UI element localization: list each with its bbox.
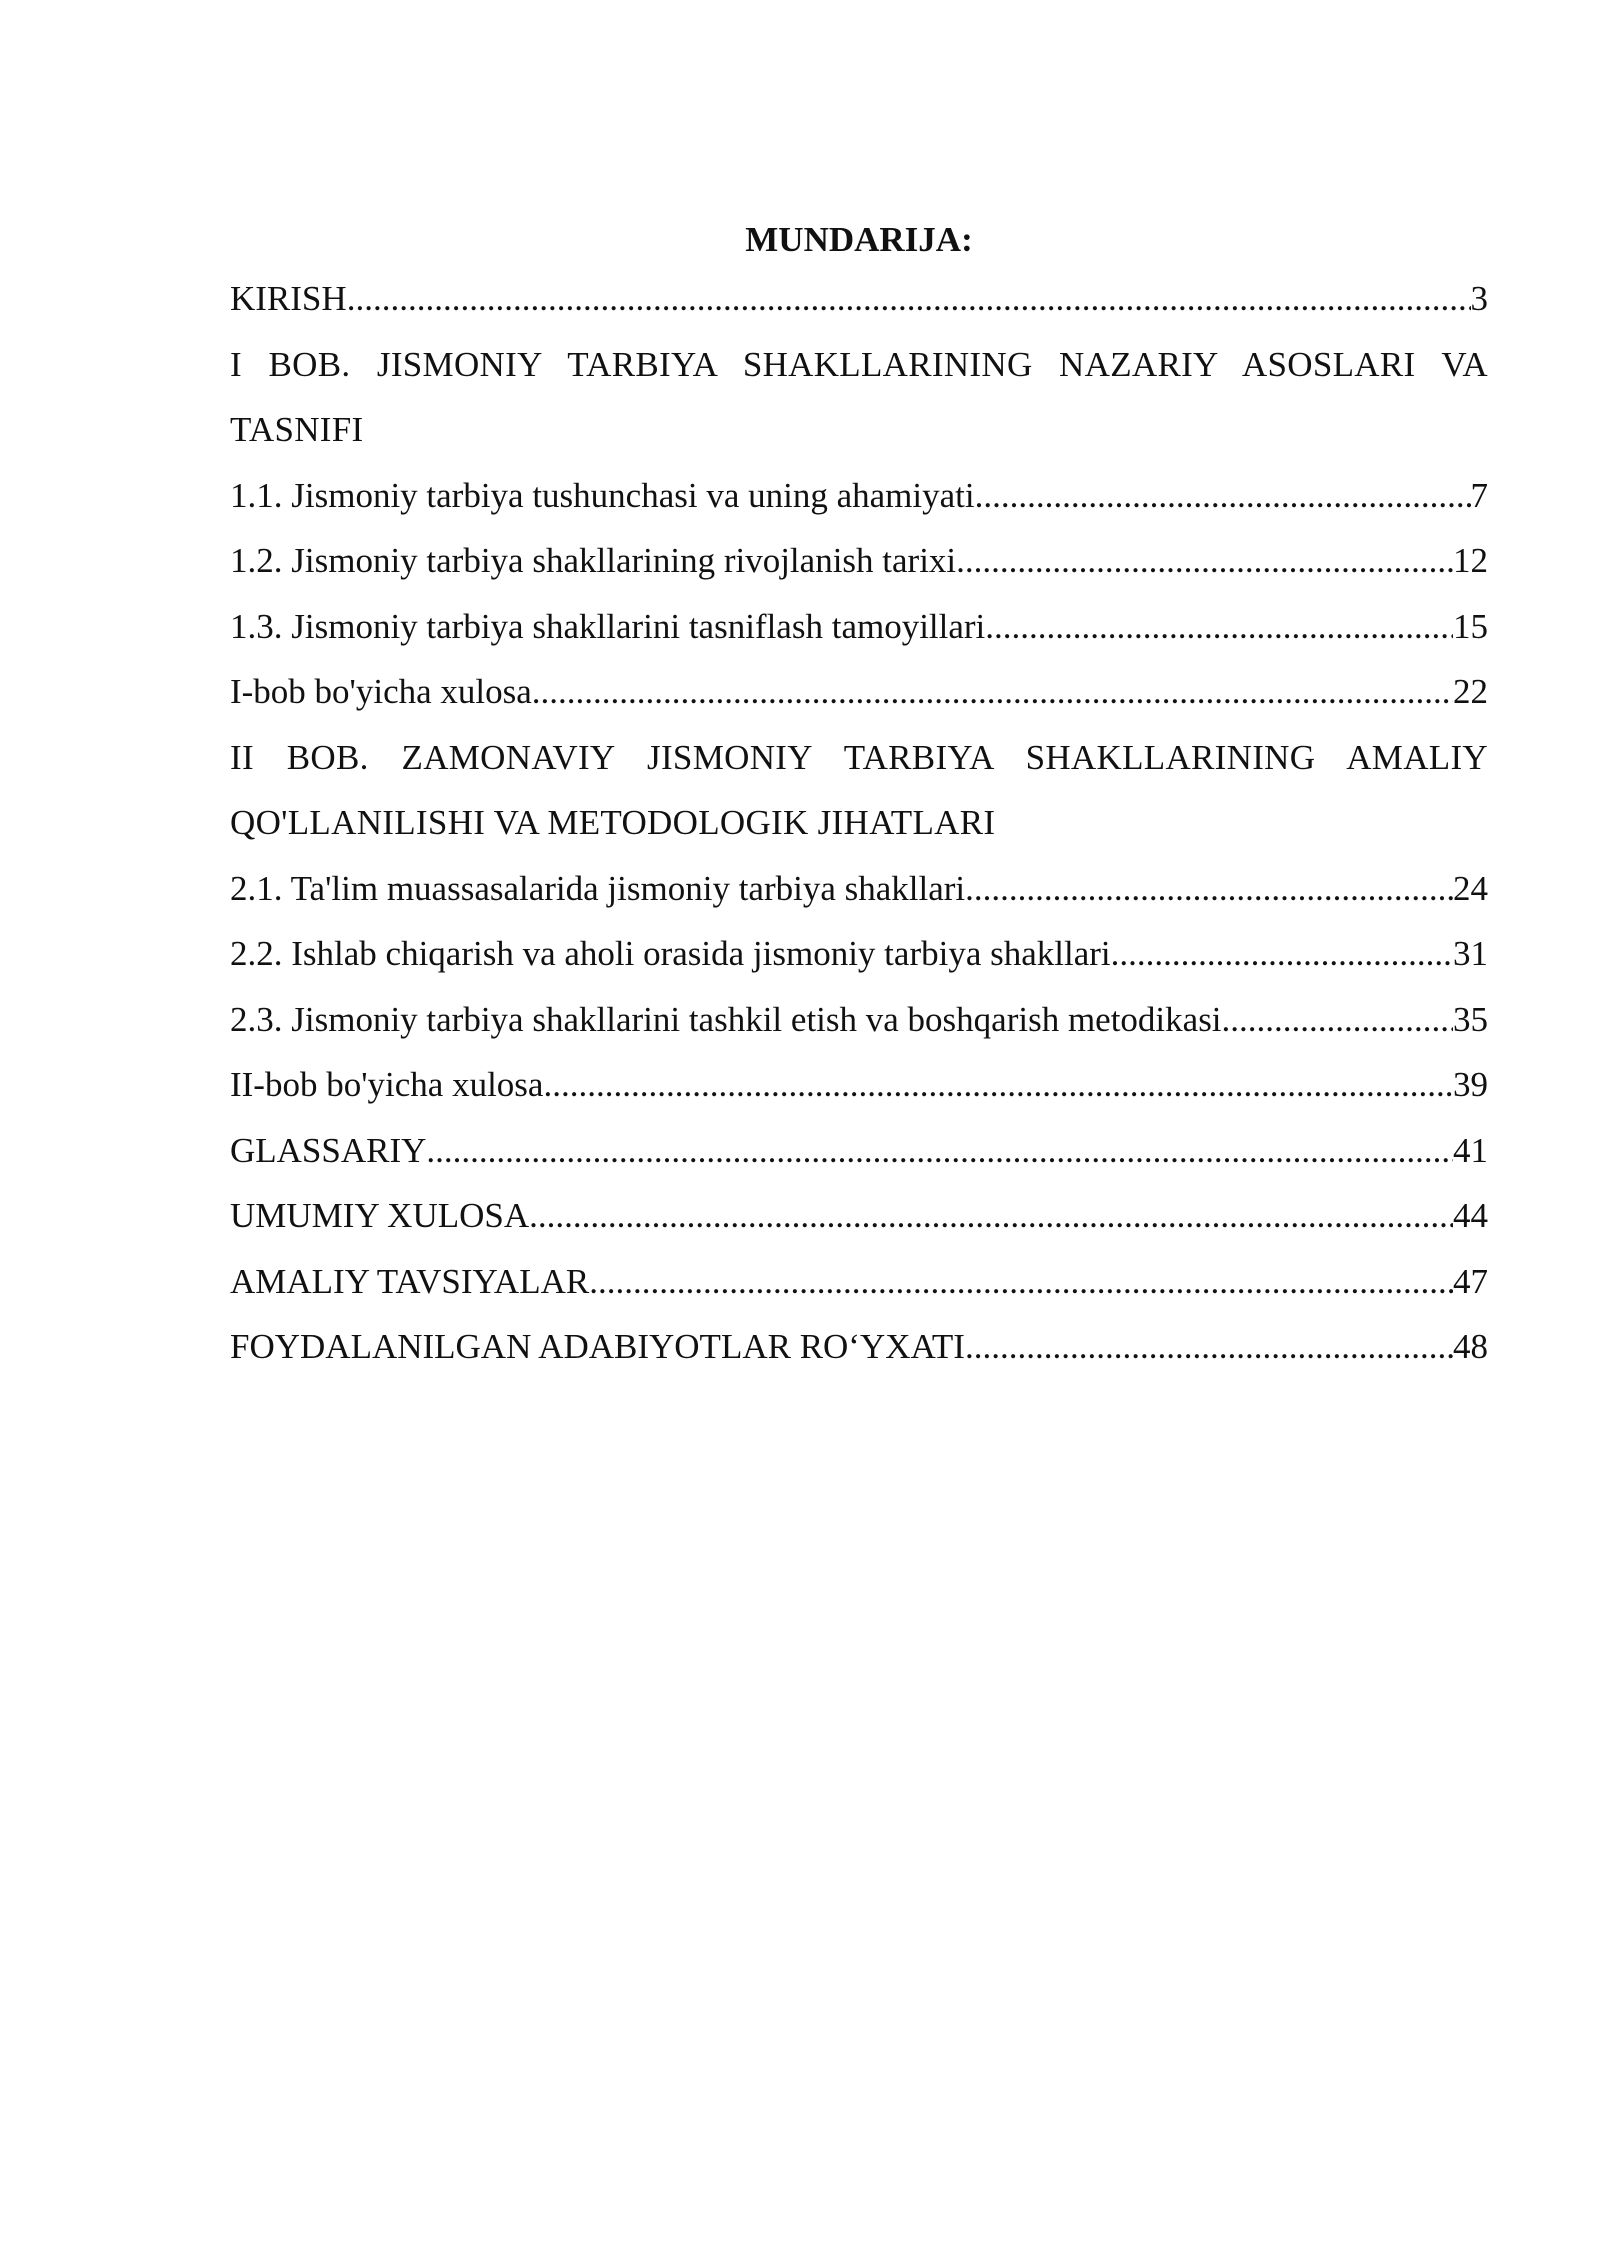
toc-entry-label: AMALIY TAVSIYALAR (230, 1261, 590, 1301)
dot-leader (1222, 987, 1453, 1053)
toc-entry-page: 44 (1453, 1196, 1488, 1235)
toc-entry-kirish (230, 266, 1488, 332)
toc-entry-page: 39 (1453, 1065, 1488, 1104)
toc-entry-label: 2.1. Ta'lim muassasalarida jismoniy tarbiya shakllari (230, 868, 966, 908)
toc-entry-page: 41 (1453, 1130, 1488, 1170)
dot-leader (532, 659, 1453, 725)
dot-leader (589, 1249, 1453, 1315)
toc-entry-label: 1.1. Jismoniy tarbiya tushunchasi va uning ahamiyati (230, 475, 975, 515)
toc-entry-label: I-bob bo'yicha xulosa (230, 672, 532, 711)
dot-leader (965, 1314, 1453, 1380)
toc-entry-2-2 (230, 921, 1488, 987)
toc-entry-page: 22 (1453, 672, 1488, 711)
toc-entry-2-3 (230, 987, 1488, 1053)
toc-entry-page: 12 (1453, 541, 1488, 580)
dot-leader (1111, 921, 1453, 987)
toc-entry-page: 15 (1453, 606, 1488, 646)
toc-entry-page: 31 (1453, 934, 1488, 973)
dot-leader (965, 856, 1453, 922)
toc-entry-practical-recommendations (230, 1249, 1488, 1315)
toc-entry-label: II-bob bo'yicha xulosa (230, 1065, 544, 1104)
toc-entry-glossary (230, 1118, 1488, 1184)
toc-title: MUNDARIJA: (745, 220, 973, 259)
toc-chapter-1-heading: I BOB. JISMONIY TARBIYA SHAKLLARINING NAZARIY ASOSLARI VA TASNIFI (230, 344, 1488, 449)
table-of-contents (230, 214, 1488, 1380)
dot-leader (543, 1052, 1453, 1118)
dot-leader (975, 463, 1471, 529)
toc-entry-page: 47 (1453, 1261, 1488, 1301)
toc-entry-label: 2.3. Jismoniy tarbiya shakllarini tashkil etish va boshqarish metodikasi (230, 999, 1222, 1039)
dot-leader (529, 1183, 1453, 1249)
toc-chapter-2-heading: II BOB. ZAMONAVIY JISMONIY TARBIYA SHAKLLARINING AMALIY QO'LLANILISHI VA METODOLOGIK JIHATLARI (230, 737, 1488, 842)
toc-entry-1-2 (230, 528, 1488, 594)
toc-entry-label: KIRISH (230, 279, 347, 318)
toc-entry-page: 24 (1453, 868, 1488, 908)
toc-entry-bibliography (230, 1314, 1488, 1380)
dot-leader (985, 594, 1453, 660)
toc-entry-1-1 (230, 463, 1488, 529)
toc-entry-page: 7 (1470, 475, 1488, 515)
toc-entry-page: 48 (1453, 1327, 1488, 1366)
toc-entry-label: GLASSARIY (230, 1130, 427, 1170)
toc-entry-2-1 (230, 856, 1488, 922)
toc-entry-label: 2.2. Ishlab chiqarish va aholi orasida jismoniy tarbiya shakllari (230, 934, 1111, 973)
toc-entry-page: 35 (1453, 999, 1488, 1039)
dot-leader (956, 528, 1453, 594)
toc-entry-general-conclusion (230, 1183, 1488, 1249)
dot-leader (347, 266, 1471, 332)
dot-leader (426, 1118, 1453, 1184)
toc-entry-chapter-1-summary (230, 659, 1488, 725)
toc-entry-label: UMUMIY XULOSA (230, 1196, 530, 1235)
toc-entry-label: FOYDALANILGAN ADABIYOTLAR RO‘YXATI (230, 1327, 965, 1366)
toc-entry-chapter-2-summary (230, 1052, 1488, 1118)
toc-entry-page: 3 (1470, 279, 1488, 318)
toc-entry-1-3 (230, 594, 1488, 660)
toc-entry-label: 1.2. Jismoniy tarbiya shakllarining rivojlanish tarixi (230, 541, 957, 580)
toc-entry-label: 1.3. Jismoniy tarbiya shakllarini tasniflash tamoyillari (230, 606, 986, 646)
